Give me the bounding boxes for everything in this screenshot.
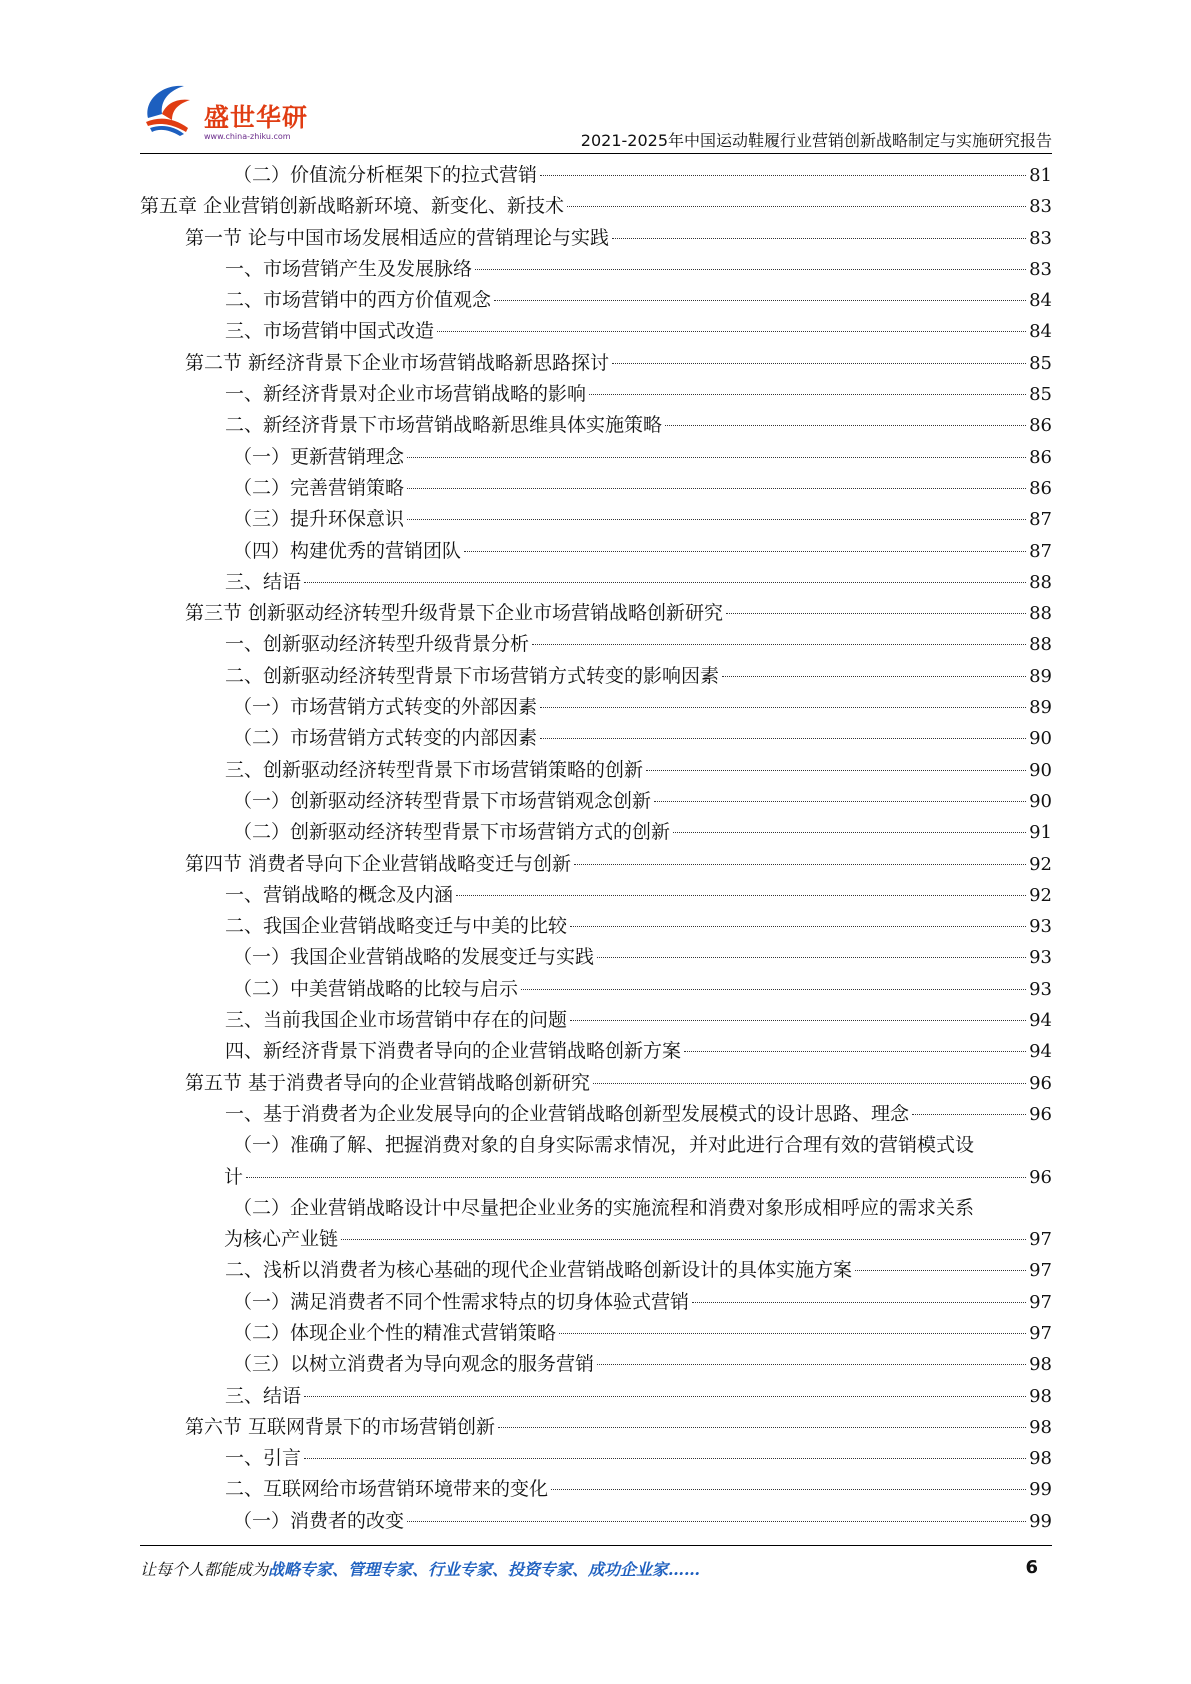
table-of-contents — [140, 160, 1052, 1537]
toc-leader-dots — [570, 926, 1026, 927]
toc-entry[interactable] — [140, 410, 1052, 441]
toc-leader-dots — [597, 957, 1026, 958]
toc-page-number: 87 — [1029, 509, 1052, 531]
toc-page-number: 86 — [1029, 415, 1052, 437]
toc-entry-text: 二、市场营销中的西方价值观念 — [225, 289, 492, 312]
toc-page-number: 94 — [1029, 1010, 1052, 1032]
page-header — [140, 78, 1052, 148]
toc-page-number: 85 — [1029, 352, 1052, 374]
toc-entry-text: 第五节 基于消费者导向的企业营销战略创新研究 — [185, 1071, 591, 1094]
toc-entry-text: （一）我国企业营销战略的发展变迁与实践 — [233, 946, 595, 969]
toc-entry[interactable] — [140, 567, 1052, 598]
toc-entry-text: 第六节 互联网背景下的市场营销创新 — [185, 1415, 496, 1438]
toc-entry-text: （一）准确了解、把握消费对象的自身实际需求情况，并对此进行合理有效的营销模式设 — [233, 1134, 975, 1157]
toc-page-number: 92 — [1029, 853, 1052, 875]
toc-entry[interactable] — [140, 348, 1052, 379]
toc-page-number: 81 — [1029, 165, 1052, 186]
toc-page-number: 84 — [1029, 290, 1052, 312]
toc-entry-text: 一、新经济背景对企业市场营销战略的影响 — [225, 383, 587, 406]
toc-entry[interactable] — [140, 1318, 1052, 1349]
footer-slogan-emphasis: 战略专家、管理专家、行业专家、投资专家、成功企业家…… — [268, 1560, 701, 1579]
toc-leader-dots — [304, 1396, 1026, 1397]
toc-entry-text: 二、浅析以消费者为核心基础的现代企业营销战略创新设计的具体实施方案 — [225, 1259, 853, 1282]
toc-page-number: 91 — [1029, 822, 1052, 844]
toc-leader-dots — [437, 331, 1026, 332]
toc-leader-dots — [407, 519, 1026, 520]
toc-leader-dots — [540, 175, 1026, 176]
toc-page-number: 89 — [1029, 665, 1052, 687]
toc-entry[interactable] — [140, 1412, 1052, 1443]
footer-slogan-lead: 让每个人都能成为 — [140, 1560, 269, 1579]
toc-leader-dots — [407, 488, 1026, 489]
page-footer — [140, 1557, 1052, 1587]
report-title: 2021-2025年中国运动鞋履行业营销创新战略制定与实施研究报告 — [580, 131, 1052, 150]
toc-leader-dots — [407, 1521, 1026, 1522]
toc-leader-dots — [407, 457, 1026, 458]
toc-page-number: 83 — [1029, 258, 1052, 280]
toc-page-number: 99 — [1029, 1479, 1052, 1501]
toc-entry-text: （一）市场营销方式转变的外部因素 — [233, 696, 538, 719]
toc-entry-text: 四、新经济背景下消费者导向的企业营销战略创新方案 — [225, 1040, 682, 1063]
toc-entry[interactable] — [140, 817, 1052, 848]
toc-entry-text: 第二节 新经济背景下企业市场营销战略新思路探讨 — [185, 351, 610, 374]
toc-page-number: 98 — [1029, 1448, 1052, 1470]
toc-entry-text: 一、引言 — [225, 1447, 302, 1470]
toc-leader-dots — [673, 832, 1026, 833]
toc-entry[interactable] — [140, 1005, 1052, 1036]
footer-divider — [140, 1545, 1052, 1546]
toc-page-number: 88 — [1029, 603, 1052, 625]
toc-page-number: 97 — [1029, 1322, 1052, 1344]
toc-leader-dots — [665, 425, 1026, 426]
toc-entry[interactable] — [140, 1506, 1052, 1537]
toc-entry[interactable] — [140, 536, 1052, 567]
toc-page-number: 90 — [1029, 790, 1052, 812]
toc-entry[interactable] — [140, 1130, 1052, 1193]
toc-page-number: 98 — [1029, 1354, 1052, 1376]
toc-leader-dots — [726, 613, 1026, 614]
toc-entry-text: 三、创新驱动经济转型背景下市场营销策略的创新 — [225, 758, 644, 781]
toc-entry[interactable] — [140, 1474, 1052, 1505]
toc-entry-text: （三）提升环保意识 — [233, 508, 405, 531]
toc-entry-text: （二）体现企业个性的精准式营销策略 — [233, 1321, 557, 1344]
toc-page-number: 99 — [1029, 1510, 1052, 1532]
toc-leader-dots — [494, 300, 1026, 301]
toc-page-number: 97 — [1029, 1260, 1052, 1282]
toc-leader-dots — [612, 363, 1026, 364]
toc-page-number: 97 — [1029, 1291, 1052, 1313]
toc-entry[interactable] — [140, 786, 1052, 817]
toc-page-number: 97 — [1029, 1229, 1052, 1251]
toc-entry[interactable] — [140, 1381, 1052, 1412]
toc-entry[interactable] — [140, 1036, 1052, 1067]
toc-page-number: 92 — [1029, 884, 1052, 906]
toc-entry-text: 二、新经济背景下市场营销战略新思维具体实施策略 — [225, 414, 663, 437]
toc-leader-dots — [464, 551, 1026, 552]
toc-page-number: 89 — [1029, 697, 1052, 719]
toc-leader-dots — [567, 206, 1026, 207]
toc-page-number: 96 — [1029, 1166, 1052, 1188]
toc-entry[interactable] — [140, 849, 1052, 880]
toc-entry-text: 二、我国企业营销战略变迁与中美的比较 — [225, 915, 568, 938]
toc-entry-text: （二）中美营销战略的比较与启示 — [233, 977, 519, 1000]
toc-entry-text: 第一节 论与中国市场发展相适应的营销理论与实践 — [185, 226, 610, 249]
toc-page-number: 98 — [1029, 1385, 1052, 1407]
toc-entry[interactable] — [140, 692, 1052, 723]
toc-leader-dots — [559, 1333, 1026, 1334]
toc-entry[interactable] — [140, 442, 1052, 473]
logo-text: 盛世华研 — [204, 103, 309, 132]
toc-entry[interactable] — [140, 911, 1052, 942]
toc-leader-dots — [551, 1489, 1026, 1490]
toc-entry-text: （二）价值流分析框架下的拉式营销 — [233, 164, 538, 186]
toc-entry-text: 第五章 企业营销创新战略新环境、新变化、新技术 — [140, 195, 565, 218]
toc-leader-dots — [532, 644, 1026, 645]
toc-page-number: 86 — [1029, 446, 1052, 468]
toc-page-number: 93 — [1029, 916, 1052, 938]
toc-entry[interactable] — [140, 1255, 1052, 1286]
toc-entry[interactable] — [140, 1349, 1052, 1380]
toc-entry-text: （二）完善营销策略 — [233, 476, 405, 499]
toc-entry-text: （一）创新驱动经济转型背景下市场营销观念创新 — [233, 789, 652, 812]
toc-entry-text: 一、创新驱动经济转型升级背景分析 — [225, 633, 530, 656]
toc-page-number: 94 — [1029, 1041, 1052, 1063]
toc-entry[interactable] — [140, 1443, 1052, 1474]
toc-leader-dots — [646, 770, 1026, 771]
toc-leader-dots — [304, 1458, 1026, 1459]
toc-entry[interactable] — [140, 755, 1052, 786]
toc-entry[interactable] — [140, 191, 1052, 222]
toc-entry-text: 三、市场营销中国式改造 — [225, 320, 435, 343]
toc-page-number: 85 — [1029, 384, 1052, 406]
toc-entry[interactable] — [140, 285, 1052, 316]
toc-page-number: 96 — [1029, 1072, 1052, 1094]
toc-leader-dots — [574, 864, 1026, 865]
toc-entry[interactable] — [140, 1193, 1052, 1256]
toc-page-number: 88 — [1029, 571, 1052, 593]
toc-leader-dots — [246, 1177, 1026, 1178]
toc-entry-text: 一、营销战略的概念及内涵 — [225, 883, 454, 906]
toc-leader-dots — [912, 1114, 1026, 1115]
toc-page-number: 83 — [1029, 227, 1052, 249]
toc-page-number: 93 — [1029, 978, 1052, 1000]
toc-entry[interactable] — [140, 598, 1052, 629]
toc-entry[interactable] — [140, 942, 1052, 973]
toc-entry-text: 二、互联网给市场营销环境带来的变化 — [225, 1478, 549, 1501]
toc-entry-text: 一、基于消费者为企业发展导向的企业营销战略创新型发展模式的设计思路、理念 — [225, 1102, 910, 1125]
toc-entry-text: 三、当前我国企业市场营销中存在的问题 — [225, 1009, 568, 1032]
toc-entry[interactable] — [140, 629, 1052, 660]
company-logo — [140, 78, 320, 148]
toc-page-number: 96 — [1029, 1103, 1052, 1125]
toc-leader-dots — [722, 676, 1026, 677]
toc-entry[interactable] — [140, 974, 1052, 1005]
toc-page-number: 90 — [1029, 728, 1052, 750]
toc-entry-text: 三、结语 — [225, 1384, 302, 1407]
toc-entry-text: （二）企业营销战略设计中尽量把企业业务的实施流程和消费对象形成相呼应的需求关系 — [233, 1196, 975, 1219]
toc-page-number: 83 — [1029, 196, 1052, 218]
toc-entry-text: 二、创新驱动经济转型背景下市场营销方式转变的影响因素 — [225, 664, 720, 687]
toc-page-number: 93 — [1029, 947, 1052, 969]
toc-entry[interactable] — [140, 316, 1052, 347]
toc-leader-dots — [341, 1239, 1026, 1240]
page-number: 6 — [1025, 1557, 1038, 1578]
toc-entry[interactable] — [140, 661, 1052, 692]
toc-entry-text: （一）更新营销理念 — [233, 445, 405, 468]
toc-page-number: 98 — [1029, 1416, 1052, 1438]
toc-leader-dots — [475, 269, 1026, 270]
toc-entry-text: 第四节 消费者导向下企业营销战略变迁与创新 — [185, 852, 572, 875]
toc-leader-dots — [593, 1083, 1026, 1084]
toc-entry-text: 第三节 创新驱动经济转型升级背景下企业市场营销战略创新研究 — [185, 602, 724, 625]
toc-entry[interactable] — [140, 1068, 1052, 1099]
toc-entry[interactable] — [140, 504, 1052, 535]
toc-entry-text: （四）构建优秀的营销团队 — [233, 539, 462, 562]
toc-leader-dots — [692, 1302, 1026, 1303]
toc-leader-dots — [589, 394, 1026, 395]
toc-entry-text: （一）满足消费者不同个性需求特点的切身体验式营销 — [233, 1290, 690, 1313]
toc-page-number: 84 — [1029, 321, 1052, 343]
toc-entry[interactable] — [140, 160, 1052, 191]
toc-entry[interactable] — [140, 1099, 1052, 1130]
toc-entry[interactable] — [140, 223, 1052, 254]
toc-entry-text: （二）创新驱动经济转型背景下市场营销方式的创新 — [233, 821, 671, 844]
toc-entry[interactable] — [140, 723, 1052, 754]
toc-entry-text-continued: 为核心产业链 — [224, 1228, 339, 1251]
toc-entry-text: （二）市场营销方式转变的内部因素 — [233, 727, 538, 750]
toc-entry[interactable] — [140, 473, 1052, 504]
toc-entry-text: 三、结语 — [225, 570, 302, 593]
toc-entry-text-continued: 计 — [224, 1165, 244, 1188]
toc-leader-dots — [456, 895, 1026, 896]
toc-leader-dots — [498, 1427, 1026, 1428]
toc-leader-dots — [570, 1020, 1026, 1021]
toc-leader-dots — [684, 1051, 1026, 1052]
toc-leader-dots — [612, 238, 1026, 239]
header-divider — [140, 153, 1052, 154]
toc-entry-text: 一、市场营销产生及发展脉络 — [225, 257, 473, 280]
toc-entry[interactable] — [140, 379, 1052, 410]
toc-leader-dots — [597, 1364, 1026, 1365]
toc-page-number: 88 — [1029, 634, 1052, 656]
toc-page-number: 87 — [1029, 540, 1052, 562]
toc-leader-dots — [304, 582, 1026, 583]
toc-entry-text: （三）以树立消费者为导向观念的服务营销 — [233, 1353, 595, 1376]
toc-page-number: 86 — [1029, 477, 1052, 499]
toc-leader-dots — [540, 738, 1026, 739]
toc-entry[interactable] — [140, 1287, 1052, 1318]
toc-leader-dots — [855, 1270, 1026, 1271]
toc-entry[interactable] — [140, 880, 1052, 911]
toc-entry[interactable] — [140, 254, 1052, 285]
toc-leader-dots — [654, 801, 1026, 802]
toc-leader-dots — [540, 707, 1026, 708]
logo-emblem-icon — [140, 78, 202, 138]
logo-url: www.china-zhiku.com — [204, 132, 291, 141]
toc-entry-text: （一）消费者的改变 — [233, 1509, 405, 1532]
toc-leader-dots — [521, 989, 1026, 990]
toc-page-number: 90 — [1029, 759, 1052, 781]
